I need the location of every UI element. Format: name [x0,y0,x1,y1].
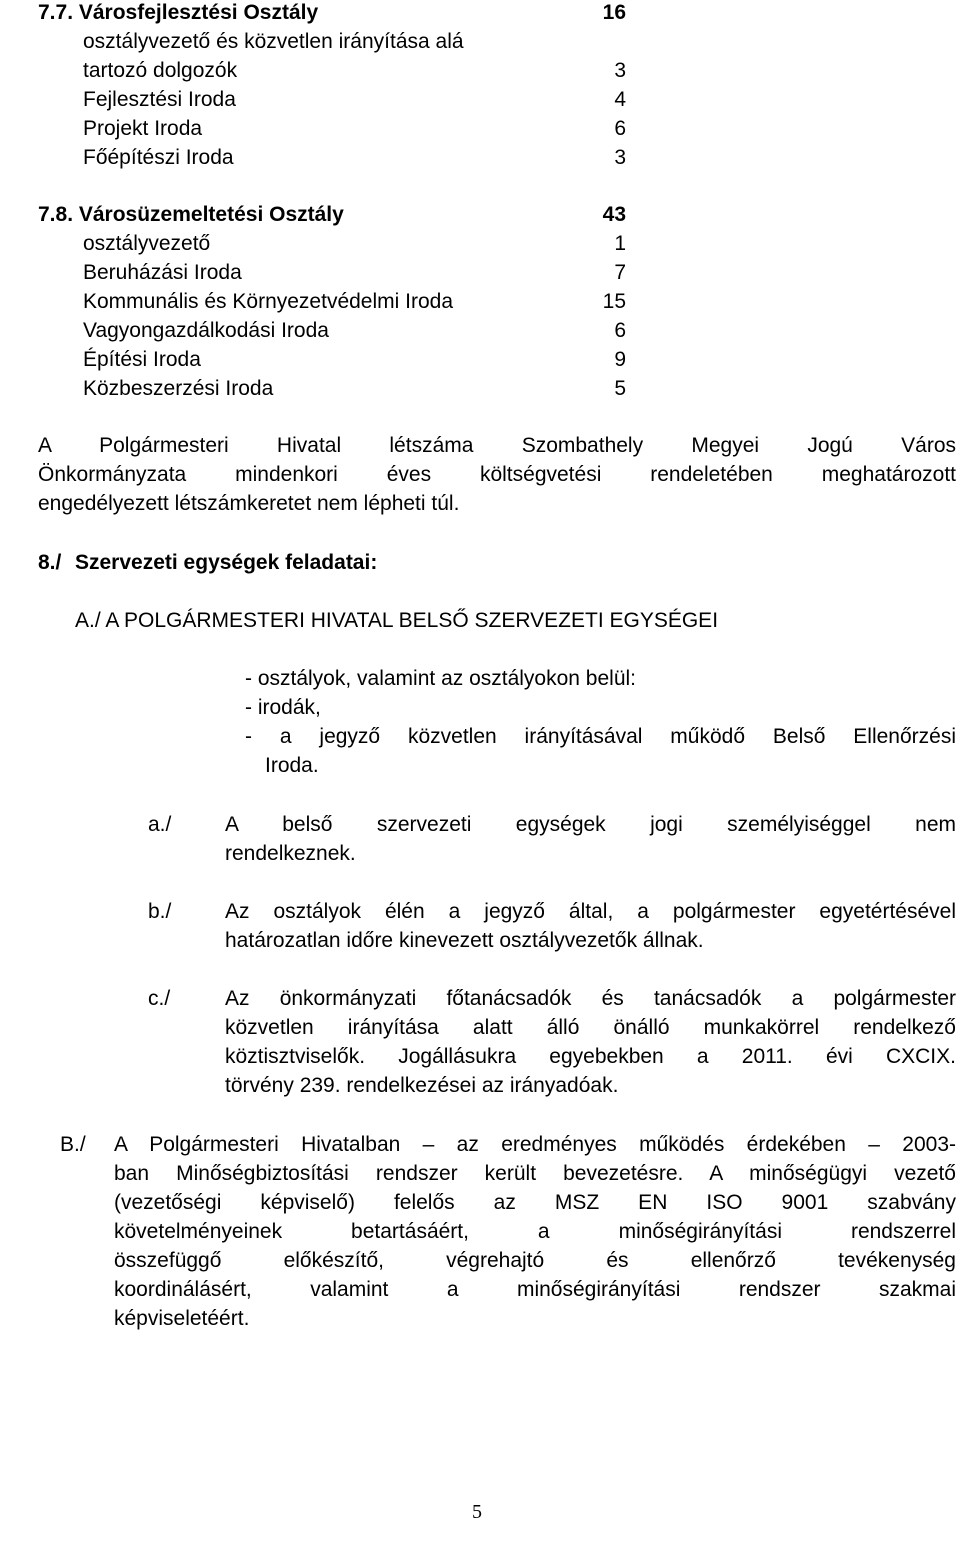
paragraph-line: A Polgármesteri Hivatal létszáma Szombathely Megyei Jogú Város [38,434,956,457]
paragraph-line: koordinálásért, valamint a minőségirányítási rendszer szakmai [114,1278,956,1301]
paragraph-line: követelményeinek betartásáért, a minőségirányítási rendszerrel [114,1220,956,1243]
item-b-text [225,897,956,955]
paragraph-line: képviseletéért. [114,1307,250,1330]
part-b-text [114,1130,956,1333]
paragraph-line: Az önkormányzati főtanácsadók és tanácsadók a polgármester [225,987,956,1010]
staff-label: osztályvezető [83,232,211,255]
staff-count: 1 [614,232,626,255]
paragraph-line: összefüggő előkészítő, végrehajtó és ellenőrző tevékenység [114,1249,956,1272]
item-c-text [225,984,956,1100]
paragraph-line: rendelkeznek. [225,842,356,865]
staff-label: Építési Iroda [83,348,201,371]
paragraph-line: A Polgármesteri Hivatalban – az eredményes működés érdekében – 2003- [114,1133,956,1156]
section-8-number: 8./ [38,551,62,574]
paragraph-line: Az osztályok élén a jegyző által, a polgármester egyetértésével [225,900,956,923]
section-7-8-total: 43 [602,203,626,226]
item-a-text [225,810,956,868]
list-item: Iroda. [265,754,319,777]
headcount-paragraph [38,431,956,518]
section-7-7-total: 16 [602,1,626,24]
paragraph-line: Önkormányzata mindenkori éves költségvetési rendeletében meghatározott [38,463,956,486]
staff-label: Főépítészi Iroda [83,146,234,169]
staff-label: Kommunális és Környezetvédelmi Iroda [83,290,454,313]
staff-count: 15 [602,290,626,313]
staff-count: 4 [614,88,626,111]
staff-count: 7 [614,261,626,284]
staff-count: 9 [614,348,626,371]
part-b-marker: B./ [60,1133,86,1156]
page-number: 5 [472,1501,482,1523]
section-8-title: Szervezeti egységek feladatai: [75,551,378,574]
staff-count: 3 [614,146,626,169]
paragraph-line: ban Minőségbiztosítási rendszer került bevezetésre. A minőségügyi vezető [114,1162,956,1185]
staff-label: osztályvezető és közvetlen irányítása alá [83,30,464,53]
paragraph-line: közvetlen irányítása alatt álló önálló munkakörrel rendelkező [225,1016,956,1039]
staff-label: Fejlesztési Iroda [83,88,236,111]
part-a-heading: A./ A POLGÁRMESTERI HIVATAL BELSŐ SZERVEZETI EGYSÉGEI [75,609,719,632]
staff-count: 5 [614,377,626,400]
staff-count: 6 [614,117,626,140]
paragraph-line: határozatlan időre kinevezett osztályvezetők állnak. [225,929,704,952]
list-item: - a jegyző közvetlen irányításával működő Belső Ellenőrzési [245,725,956,748]
section-7-7-heading: 7.7. Városfejlesztési Osztály [38,1,319,24]
item-a-marker: a./ [148,813,172,836]
list-item: - osztályok, valamint az osztályokon belül: [245,667,637,690]
list-item: - irodák, [245,696,321,719]
paragraph-line: A belső szervezeti egységek jogi személyiséggel nem [225,813,956,836]
item-c-marker: c./ [148,987,171,1010]
staff-label: Vagyongazdálkodási Iroda [83,319,329,342]
paragraph-line: törvény 239. rendelkezései az irányadóak. [225,1074,619,1097]
staff-label: Közbeszerzési Iroda [83,377,274,400]
staff-label: tartozó dolgozók [83,59,238,82]
unit-types-list [245,664,956,780]
section-7-8-heading: 7.8. Városüzemeltetési Osztály [38,203,344,226]
staff-count: 3 [614,59,626,82]
paragraph-line: köztisztviselők. Jogállásukra egyebekben a 2011. évi CXCIX. [225,1045,956,1068]
staff-label: Projekt Iroda [83,117,203,140]
item-b-marker: b./ [148,900,172,923]
staff-count: 6 [614,319,626,342]
staff-label: Beruházási Iroda [83,261,242,284]
paragraph-line: (vezetőségi képviselő) felelős az MSZ EN ISO 9001 szabvány [114,1191,956,1214]
paragraph-line: engedélyezett létszámkeretet nem lépheti túl. [38,492,460,515]
